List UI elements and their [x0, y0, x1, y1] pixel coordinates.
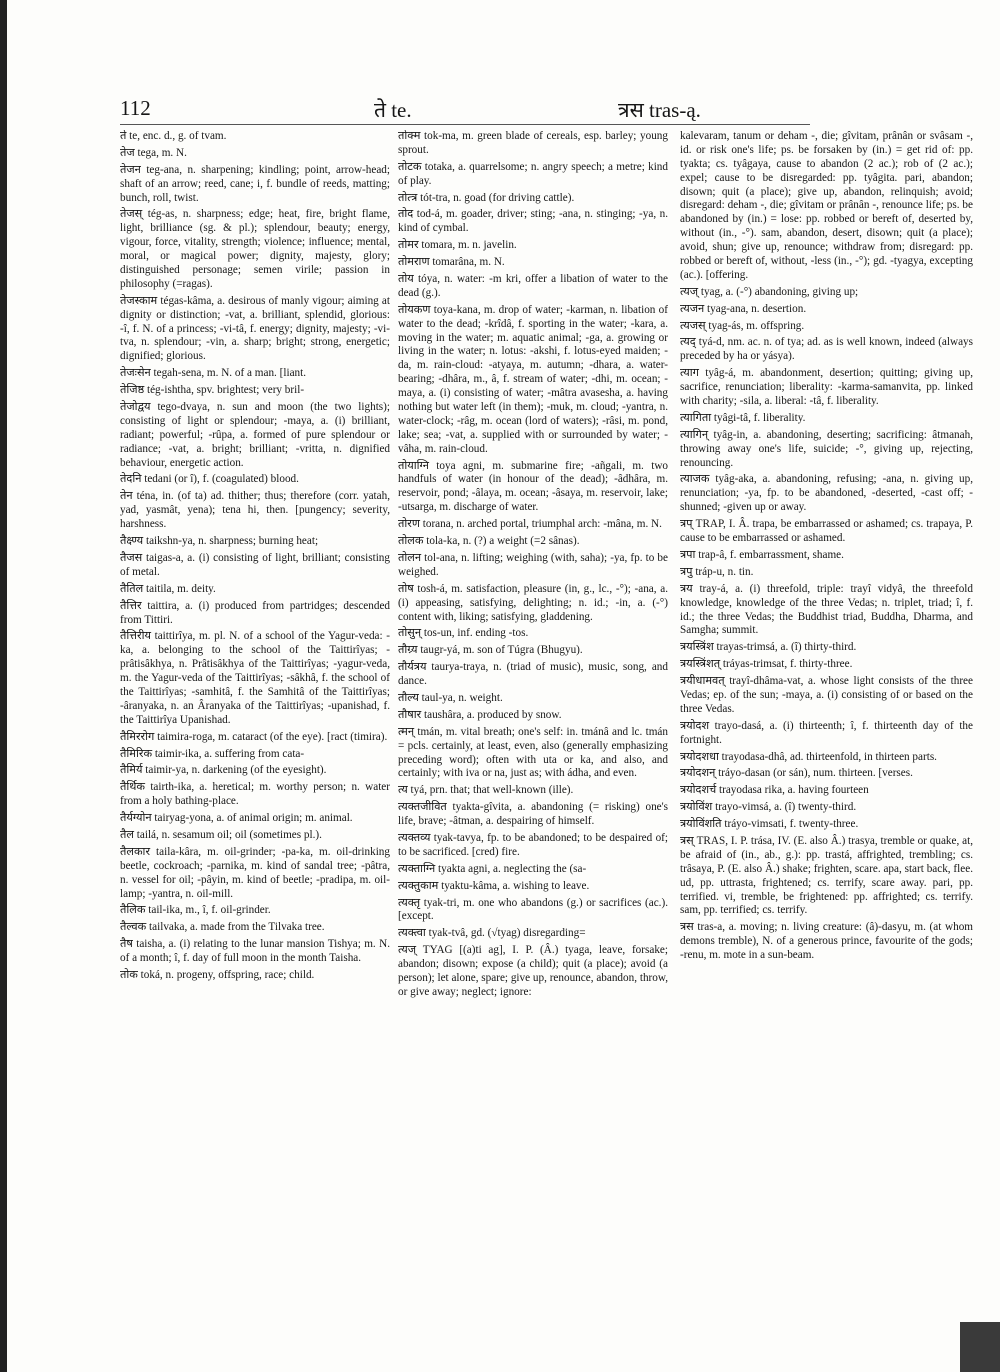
dictionary-entry: त्रप् TRAP, I. Â. trapa, be embarrassed or ashamed; cs. trapaya, P. cause to be embarrassed or ashamed. — [680, 518, 973, 545]
dictionary-entry: त्रयस्त्रिंशत् tráyas-trimsat, f. thirty-three. — [680, 658, 853, 671]
dictionary-entry: तौषार taushâra, a. produced by snow. — [398, 708, 562, 721]
dictionary-entry: तैष taisha, a. (i) relating to the lunar mansion Tishya; m. N. of a month; î, f. day of full moon in the month Taisha. — [120, 938, 390, 965]
dictionary-entry: त्य tyá, prn. that; that well-known (ille). — [398, 784, 574, 797]
dictionary-entry: तेजःसेन tegah-sena, m. N. of a man. [liant. — [120, 367, 307, 380]
dictionary-entry: तेज tega, m. N. — [120, 146, 187, 159]
dictionary-entry: तैत्तिर taittira, a. (i) produced from partridges; descended from Tittiri. — [120, 599, 390, 626]
dictionary-entry: तोक्म tok-ma, m. green blade of cereals, esp. barley; young sprout. — [398, 130, 668, 156]
dictionary-entry: तैल्वक tailvaka, a. made from the Tilvaka tree. — [120, 921, 325, 934]
dictionary-entry: त्यज् TYAG [(a)ti ag], I. P. (Â.) tyaga, leave, forsake; abandon; disown; expose (a child); quit (a place); avoid (a person); let alone, spare; give up, renounce, abandon, throw, or give away; neglect; ignore: — [398, 944, 668, 998]
dictionary-entry: त्रय tray-á, a. (i) threefold, triple: trayî vidyâ, the threefold knowledge, knowledge of the three Vedas; n. triplet, triad; î, f. id.; the three Vedas; the Buddhist triad, Buddha, Dharma, and Samgha; summit. — [680, 582, 973, 637]
dictionary-entry: तोलन tol-ana, n. lifting; weighing (with, saha); -ya, fp. to be weighed. — [398, 551, 668, 578]
dictionary-entry: त्यक्तुकाम tyaktu-kâma, a. wishing to leave. — [398, 879, 590, 892]
dictionary-entry: तोत्त्र tót-tra, n. goad (for driving cattle). — [398, 191, 575, 204]
dictionary-entry: तैतिल taitila, m. deity. — [120, 582, 216, 595]
dictionary-entry: तैर्थिक tairth-ika, a. heretical; m. worthy person; n. water from a holy bathing-place. — [120, 781, 390, 808]
dictionary-entry: तोष tosh-á, m. satisfaction, pleasure (in, g., lc., -°); -ana, a. (i) appeasing, satisfying, delighting; n. id.; -in, a. (-°) content with, liking; satisfying, gladdening. — [398, 582, 668, 623]
dictionary-entry: त्यजन tyag-ana, n. desertion. — [680, 302, 807, 315]
dictionary-entry: तेजिष्ठ tég-ishtha, spv. brightest; very bril- — [120, 384, 305, 397]
dictionary-entry: त्यागिन् tyâg-in, a. abandoning, deserting; sacrificing: âtmanah, throwing away one's life, suicide; -°, giving up, rejecting, renouncing. — [680, 428, 973, 469]
dictionary-entry: तेजन teg-ana, n. sharpening; kindling; point, arrow-head; shaft of an arrow; reed, cane; i, f. bundle of reeds, matting; bunch, roll, twist. — [120, 163, 390, 204]
dictionary-entry: तौल्य taul-ya, n. weight. — [398, 691, 503, 704]
header-rule — [120, 124, 810, 125]
dictionary-entry: तौर्यत्रय taurya-traya, n. (triad of music), music, song, and dance. — [398, 661, 668, 688]
dictionary-entry: त्याजक tyâg-aka, a. abandoning, refusing; -ana, n. giving up, renunciation; -ya, fp. to be abandoned, -deserted, -cast off; -shunned; -given up or away. — [680, 473, 973, 514]
dictionary-entry: तैमिर्य taimir-ya, n. darkening (of the eyesight). — [120, 764, 327, 777]
dictionary-entry: त्यक्तजीवित tyakta-gîvita, a. abandoning (= risking) one's life, brave; -âtman, a. despairing of himself. — [398, 801, 668, 828]
dictionary-entry: त्यक्त्वा tyak-tvâ, gd. (√tyag) disregarding= — [398, 927, 586, 940]
dictionary-entry: तोक toká, n. progeny, offspring, race; child. — [120, 968, 315, 981]
dictionary-entry: तौग्र्य taugr-yá, m. son of Túgra (Bhugyu). — [398, 644, 583, 657]
page-number: 112 — [120, 96, 151, 120]
dictionary-entry: त्रयोदश trayo-dasá, a. (i) thirteenth; î, f. thirteenth day of the fortnight. — [680, 719, 973, 746]
dictionary-entry: तेन téna, in. (of ta) ad. thither; thus; therefore (corr. yatah, yad, yasmât, yena); tena hi, then. [pungency; severity, harshness. — [120, 490, 390, 531]
dictionary-entry: तोमर tomara, m. n. javelin. — [398, 239, 517, 252]
dictionary-entry: तोयकण toya-kana, m. drop of water; -karman, n. libation of water to the dead; -krîdâ, f. sporting in the water; -kara, a. moving in the water; m. aquatic animal; -ga, a. growing or living in the water; n. lotus: -akshi, f. lotus-eyed maiden; -da, m. rain-cloud: -atyaya, m. autumn; -dhara, a. water-bearing; -dhâra, m., â, f. stream of water; -dhi, m. ocean; -maya, a. (i) consisting of water; -mâtra avasesha, a. having nothing but water left (in them); -muk, m. cloud; -yantra, n. water-clock; -râg, m. ocean (lord of waters); -râsi, m. pond, lake; sea; -vat, a. supplied with or surrounded by water; -vâha, m. rain-cloud. — [398, 303, 668, 455]
dictionary-entry: तैमिररोग taimira-roga, m. cataract (of the eye). [ract (timira). — [120, 730, 388, 743]
scan-edge — [0, 0, 7, 1372]
dictionary-entry: तोय tóya, n. water: -m kri, offer a libation of water to the dead (g.). — [398, 273, 668, 299]
dictionary-entry: त्यज् tyag, a. (-°) abandoning, giving up; — [680, 285, 859, 298]
dictionary-entry: तेजस्काम tégas-kâma, a. desirous of manly vigour; aiming at dignity or distinction; -vat, a. brilliant, splendid, glorious: -î, f. N. of a princess; -vi-tâ, f. energy; dignity, majesty; -vi-tva, n. splendour; -vin, a. sharp; bright; strong, energetic; dignified; glorious. — [120, 294, 390, 363]
dictionary-entry: त्यागिता tyâgi-tâ, f. liberality. — [680, 411, 806, 424]
column-1 — [120, 130, 390, 1280]
dictionary-entry: त्रयोविंशति tráyo-vimsati, f. twenty-three. — [680, 818, 859, 831]
dictionary-entry: त्यक्तृ tyak-tri, m. one who abandons (g.) or sacrifices (ac.). [except. — [398, 896, 668, 923]
dictionary-entry: तोसुन् tos-un, inf. ending -tos. — [398, 627, 529, 640]
dictionary-entry: ते te, enc. d., g. of tvam. — [120, 130, 227, 142]
dictionary-entry: तोयाग्नि toya agni, m. submarine fire; -añgali, m. two handfuls of water (in honour of the dead); -âdhâra, m. reservoir, pond; -âlaya, m. ocean; -âsaya, m. reservoir, lake; -utsarga, m. discharge of water. — [398, 459, 668, 514]
running-head-right: त्रस tras-ą. — [618, 98, 701, 122]
dictionary-entry: त्यक्तव्य tyak-tavya, fp. to be abandoned; to be despaired of; to be sacrificed. [cred) fire. — [398, 831, 668, 858]
dictionary-entry: त्रपा trap-â, f. embarrassment, shame. — [680, 548, 844, 561]
dictionary-entry: तोद tod-á, m. goader, driver; sting; -ana, n. stinging; -ya, n. kind of cymbal. — [398, 208, 668, 235]
dictionary-entry: त्रस् TRAS, I. P. trása, IV. (E. also Â.) trasya, tremble or quake, at, be afraid of (in., ab., g.): pp. trastá, affrighted, trembling; cs. trâsaya, P. (E. also Â.) shake; frighten, scare. apa, start back, flee. ud, pp. uttrasta, frightened; cs. terrify, scare away. pari, pp. terrified. vi, tremble, be frightened: pp. affrighted; cs. terrify. sam, pp. terrified; cs. terrify. — [680, 834, 973, 917]
dictionary-entry: तैलकार taila-kâra, m. oil-grinder; -pa-ka, m. oil-drinking beetle, cockroach; -parnika, m. kind of sandal tree; -pâtra, n. vessel for oil; -pâyin, m. kind of beetle; -pradipa, m. oil-lamp; -yantra, n. oil-mill. — [120, 845, 390, 900]
dictionary-entry: त्यक्ताग्नि tyakta agni, a. neglecting the (sa- — [398, 862, 587, 875]
dictionary-entry: त्यद् tyá-d, nm. ac. n. of tya; ad. as is well known, indeed (always preceded by ha or yásya). — [680, 336, 973, 363]
dictionary-entry: त्रयोविंश trayo-vimsá, a. (î) twenty-third. — [680, 801, 857, 814]
dictionary-entry: त्रयस्त्रिंश trayas-trimsá, a. (î) thirty-third. — [680, 641, 857, 654]
dictionary-entry: त्रस tras-a, a. moving; n. living creature: (â)-dasyu, m. (at whom demons tremble), N. of a generous prince, favourite of the gods; -renu, m. mote in a sun-beam. — [680, 921, 973, 962]
dictionary-entry: तोलक tola-ka, n. (?) a weight (=2 sânas). — [398, 535, 580, 548]
dictionary-entry: तैल tailá, n. sesamum oil; oil (sometimes pl.). — [120, 828, 322, 841]
dictionary-entry: तैत्तिरीय taittirîya, m. pl. N. of a school of the Yagur-veda: -ka, a. belonging to the school of the Taittirîyas; -prâtisâkhya, n. Prâtisâkhya of the Taittirîyas; -yagur-veda, m. the Yagur-veda of the Taittirîyas; -sâkhâ, f. the school of the Taittirîyas; -samhitâ, f. the Samhitâ of the Taittirîyas; -âranyaka, n. an Âranyaka of the Taittirîyas; -upanishad, f. the Taittirîya Upanishad. — [120, 630, 390, 726]
dictionary-entry: तैक्ष्ण्य taikshn-ya, n. sharpness; burning heat; — [120, 535, 319, 548]
running-head-left: ते te. — [374, 98, 412, 122]
column-2 — [398, 130, 668, 1280]
dictionary-entry: तोमराण tomarâna, m. N. — [398, 256, 505, 269]
scan-corner — [960, 1322, 1000, 1372]
dictionary-entry: त्यजस् tyag-ás, m. offspring. — [680, 319, 805, 332]
dictionary-entry: त्रपु tráp-u, n. tin. — [680, 565, 754, 578]
page-header — [120, 96, 810, 126]
dictionary-entry: तैलिक tail-ika, m., î, f. oil-grinder. — [120, 904, 271, 917]
dictionary-entry: त्रयोदशर्च trayodasa rika, a. having fourteen — [680, 784, 869, 797]
dictionary-entry: त्मन् tmán, m. vital breath; one's self: in. tmánâ and lc. tmán = pcls. certainly, at least, even, also (generally emphasizing preceding word); often with uta or ka, and also, and certainly; with iva or na, just as; with ádha, and even. — [398, 725, 668, 780]
dictionary-entry: त्रयोदशधा trayodasa-dhâ, ad. thirteenfold, in thirteen parts. — [680, 750, 937, 763]
dictionary-entry: kalevaram, tanum or deham -, die; gîvitam, prânân or svâsam -, id. or risk one's life; ps. be forsaken by (in.) = get rid of: pp. tyakta; cs. tyâgaya, cause to abandon (2 ac.); rob of (2 ac.); expel; cause to be disregarded: pp. tyâgita. pari, abandon; disown; quit (a place); give up, abandon, relinquish; avoid; disregard: deham -, die; gîvitam or prânân -, renounce life; ps. be abandoned by (in.) = lose: pp. robbed or bereft of, deserted by, without (in., -°). sam, abandon, desert, disown; quit (a place); avoid, shun; give up, renounce; withdraw from; disregard: pp. robbed or bereft of, without, -less (in., -°); gd. -tyagya, excepting (ac.). [offering. — [680, 130, 973, 281]
dictionary-entry: तैर्यग्योन tairyag-yona, a. of animal origin; m. animal. — [120, 812, 353, 825]
dictionary-entry: त्रयोदशन् tráyo-dasan (or sán), num. thirteen. [verses. — [680, 767, 913, 780]
dictionary-entry: तैमिरिक taimir-ika, a. suffering from cata- — [120, 747, 305, 760]
dictionary-entry: त्याग tyâg-á, m. abandonment, desertion; quitting; giving up, sacrifice, renunciation; liberality: -karma-samanvita, pp. linked with charity; -sila, a. liberal: -tâ, f. liberality. — [680, 367, 973, 408]
dictionary-entry: तोटक totaka, a. quarrelsome; n. angry speech; a metre; kind of play. — [398, 160, 668, 187]
column-3 — [680, 130, 973, 1280]
dictionary-entry: त्रयीधामवत् trayî-dhâma-vat, a. whose light consists of the three Vedas; ep. of the sun; -maya, a. (i) consisting of or based on the three Vedas. — [680, 675, 973, 715]
dictionary-entry: तेदनि tedani (or î), f. (coagulated) blood. — [120, 473, 299, 486]
dictionary-entry: तैजस taigas-a, a. (i) consisting of light, brilliant; consisting of metal. — [120, 551, 390, 578]
dictionary-entry: तेजोद्वय tego-dvaya, n. sun and moon (the two lights); consisting of light or splendour; -maya, a. (i) brilliant, radiant; powerful; -rûpa, a. formed of pure splendour or radiance; -vat, a. bright; brilliant; -vritta, n. dignified behaviour, energetic action. — [120, 401, 390, 469]
dictionary-entry: तोरण torana, n. arched portal, triumphal arch: -mâna, m. N. — [398, 518, 662, 531]
dictionary-entry: तेजस् tég-as, n. sharpness; edge; heat, fire, bright flame, light, brilliance (sg. & pl.); splendour, beauty; energy, vigour, force, vitality, strength; violence; influence; mental, moral, or magical power; dignity, majesty, glory; distinguished personage; semen virile; passion in philosophy (=ragas). — [120, 208, 390, 290]
